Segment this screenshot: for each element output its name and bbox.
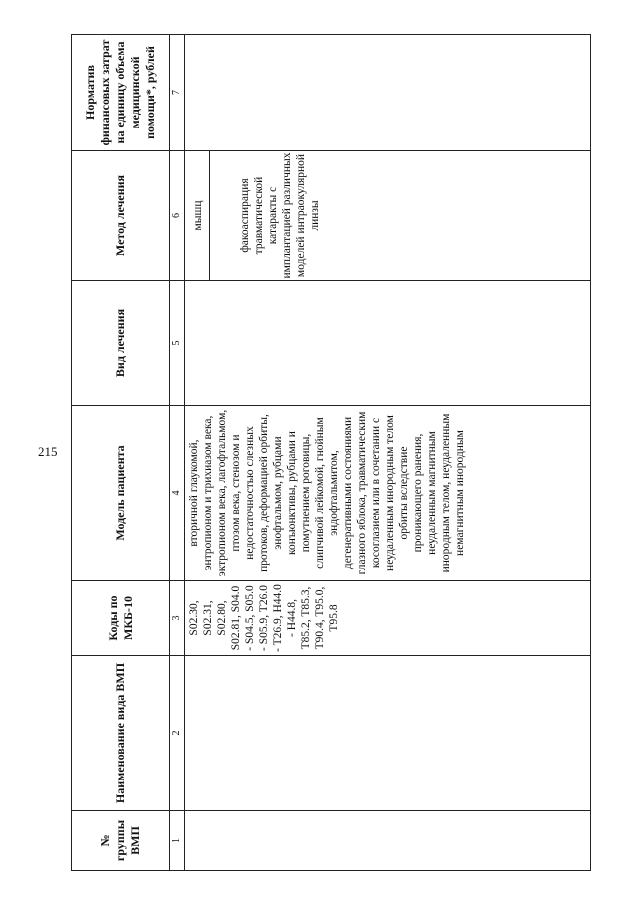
header-treatment-type: Вид лечения xyxy=(72,281,170,406)
cell-treatment-method xyxy=(185,151,591,281)
header-group-number: № группы ВМП xyxy=(72,811,170,871)
column-number: 6 xyxy=(170,151,185,281)
column-number: 5 xyxy=(170,281,185,406)
header-patient-model: Модель пациента xyxy=(72,406,170,581)
column-number: 7 xyxy=(170,35,185,151)
header-icd10-codes: Коды по МКБ-10 xyxy=(72,581,170,656)
column-number: 2 xyxy=(170,656,185,811)
column-number: 3 xyxy=(170,581,185,656)
header-vmp-type-name: Наименование вида ВМП xyxy=(72,656,170,811)
cell-patient-model: вторичной глаукомой, энтропионом и трихиазом века, эктропионом века, лагофтальмом, птозом века, стенозом и недостаточностью слезных протоков, деформацией орбиты, энофтальмом, рубцами конъюнктивы, рубцами и помутнением роговицы, слипчивой лейкомой, гнойным эндофтальмитом, дегенеративными состояниями глазного яблока, травматическим косоглазием или в сочетании с неудаленным инородным телом орбиты вследствие проникающего ранения, неудаленным магнитным инородным телом, неудаленным немагнитным инородным xyxy=(185,406,591,581)
cell-cost-standard xyxy=(185,35,591,151)
method-continuation: мышц xyxy=(185,151,210,280)
page-number: 215 xyxy=(38,444,58,459)
cell-icd10-codes: S02.30, S02.31, S02.80, S02.81, S04.0 - S04.5, S05.0 - S05.9, T26.0 - T26.9, H44.0 - H44.8, T85.2, T85.3, T90.4, T95.0, T95.8 xyxy=(185,581,591,656)
header-treatment-method: Метод лечения xyxy=(72,151,170,281)
column-number: 4 xyxy=(170,406,185,581)
column-number: 1 xyxy=(170,811,185,871)
cell-group-number xyxy=(185,811,591,871)
cell-treatment-type xyxy=(185,281,591,406)
header-cost-standard: Норматив финансовых затрат на единицу объема медицинской помощи*, рублей xyxy=(72,35,170,151)
rotated-table-container xyxy=(71,35,591,871)
cell-vmp-type-name xyxy=(185,656,591,811)
vmp-table xyxy=(71,34,591,871)
method-main-text: факоаспирация травматической катаракты с имплантацией различных моделей интраокулярной линзы xyxy=(239,152,321,279)
